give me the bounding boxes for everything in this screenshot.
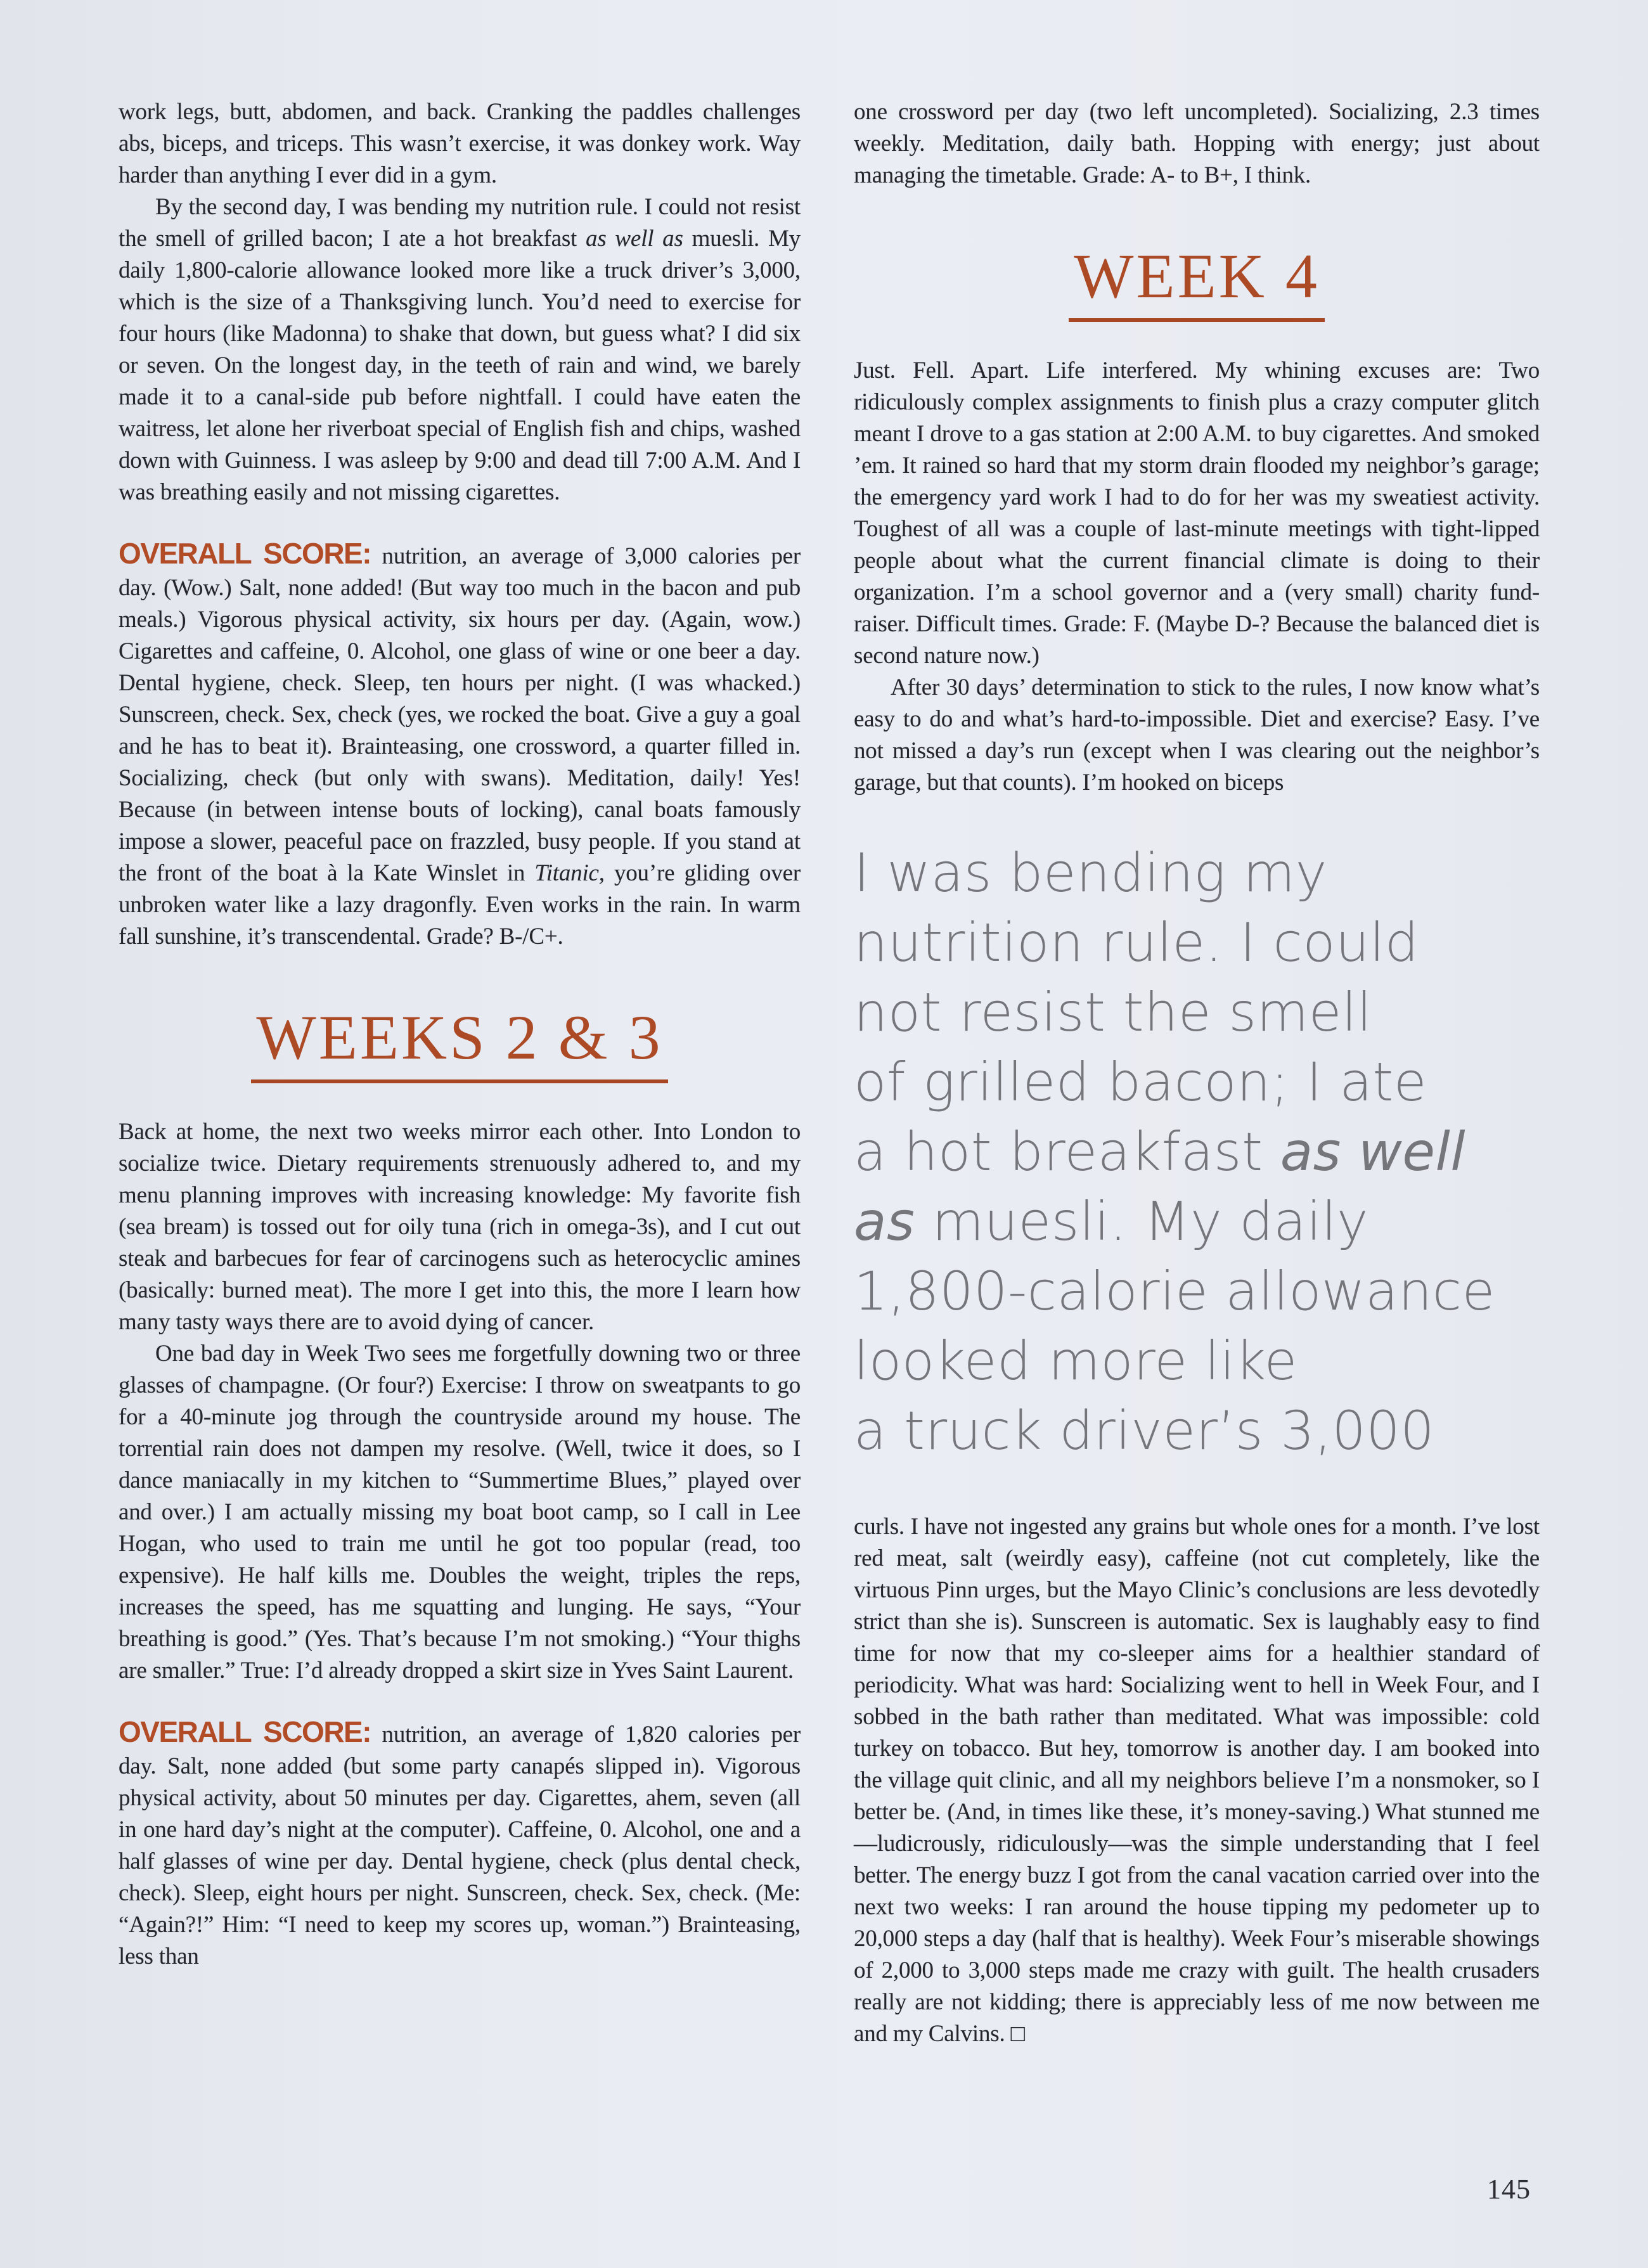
overall-score-label: OVERALL SCORE: <box>119 537 371 570</box>
pull-quote-text: a hot breakfast <box>854 1121 1280 1183</box>
body-paragraph: work legs, butt, abdomen, and back. Cranking the paddles challenges abs, biceps, and triceps. This wasn’t exercise, it was donkey work. Way harder than anything I ever did in a gym. <box>119 99 801 188</box>
body-paragraph: curls. I have not ingested any grains but whole ones for a month. I’ve lost red meat, salt (weirdly easy), caffeine (not cut completely, like the virtuous Pinn urges, but the Mayo Clinic’s conclusions are less devotedly strict than she is). Sunscreen is automatic. Sex is laughably easy to find time for now that my co-sleeper aims for a healthier standard of periodicity. What was hard: Socializing went to hell in Week Four, and I sobbed in the bath rather than meditated. What was impossible: cold turkey on tobacco. But hey, tomorrow is another day. I am booked into the village quit clinic, and all my neighbors believe I’m a nonsmoker, so I better be. (And, in times like these, it’s money-saving.) What stunned me—ludicrously, ridiculously—was the simple understanding that I feel better. The energy buzz I got from the canal vacation carried over into the next two weeks: I ran around the house tipping my pedometer up to 20,000 steps a day (half that is healthy). Week Four’s miserable showings of 2,000 to 3,000 steps made me crazy with guilt. The health crusaders really are not kidding; there is appreciably less of me now between me and my Calvins. □ <box>854 1514 1540 2047</box>
pull-quote-line <box>854 1326 1540 1396</box>
body-paragraph: After 30 days’ determination to stick to the rules, I now know what’s easy to do and what’s hard-to-impossible. Diet and exercise? Easy. I’ve not missed a day’s run (except when I was clearing out the neighbor’s garage, but that counts). I’m hooked on biceps <box>854 674 1540 796</box>
italic-text: as well as <box>586 226 683 252</box>
pull-quote-line <box>854 838 1540 908</box>
page-number: 145 <box>1487 2174 1531 2205</box>
week-4-heading-text: WEEK 4 <box>1069 243 1325 322</box>
pull-quote-italic-text: as <box>854 1190 915 1253</box>
italic-text: Titanic, <box>534 860 605 886</box>
pull-quote-line <box>854 908 1540 977</box>
paragraph-text: muesli. My daily 1,800-calorie allowance looked more like a truck driver’s 3,000, which is the size of a Thanksgiving lunch. You’d need to exercise for four hours (like Madonna) to shake that down, but guess what? I did six or seven. On the longest day, in the teeth of rain and wind, we barely made it to a canal-side pub before nightfall. I could have eaten the waitress, let alone her riverboat special of English fish and chips, washed down with Guinness. I was asleep by 9:00 and dead till 7:00 A.M. And I was breathing easily and not missing cigarettes. <box>119 226 801 505</box>
body-paragraph: Just. Fell. Apart. Life interfered. My whining excuses are: Two ridiculously complex assignments to finish plus a crazy computer glitch meant I drove to a gas station at 2:00 A.M. to buy cigarettes. And smoked ’em. It rained so hard that my storm drain flooded my neighbor’s garage; the emergency yard work I had to do for her was my sweatiest activity. Toughest of all was a couple of last-minute meetings with tight-lipped people about what the current financial climate is doing to their organization. I’m a school governor and a (very small) charity fund-raiser. Difficult times. Grade: F. (Maybe D-? Because the balanced diet is second nature now.) <box>854 358 1540 669</box>
pull-quote-text: I was bending my <box>854 842 1327 904</box>
pull-quote-line <box>854 1396 1540 1466</box>
overall-score-label: OVERALL SCORE: <box>119 1715 371 1748</box>
left-column <box>119 96 801 1973</box>
pull-quote-text: not resist the smell <box>854 981 1372 1043</box>
overall-score-paragraph <box>119 538 801 953</box>
pull-quote-text: a truck driver’s 3,000 <box>854 1400 1435 1462</box>
pull-quote-line <box>854 977 1540 1047</box>
paragraph-text: By the second day, I was bending my nutrition rule. I could not resist the smell of grilled bacon; I ate a hot breakfast <box>119 194 801 252</box>
pull-quote-line <box>854 1047 1540 1117</box>
weeks-2-3-heading-text: WEEKS 2 & 3 <box>251 1005 667 1083</box>
body-paragraph: Back at home, the next two weeks mirror each other. Into London to socialize twice. Dietary requirements strenuously adhered to, and my menu planning improves with increasing knowledge: My favorite fish (sea bream) is tossed out for oily tuna (rich in omega-3s), and I cut out steak and barbecues for fear of carcinogens such as heterocyclic amines (basically: burned meat). The more I get into this, the more I learn how many tasty ways there are to avoid dying of cancer. <box>119 1119 801 1335</box>
pull-quote-text: nutrition rule. I could <box>854 912 1419 974</box>
pull-quote-text: of grilled bacon; I ate <box>854 1051 1427 1113</box>
body-paragraph: One bad day in Week Two sees me forgetfully downing two or three glasses of champagne. (Or four?) Exercise: I throw on sweatpants to go for a 40-minute jog through the countryside around my house. The torrential rain does not dampen my resolve. (Well, twice it does, so I dance maniacally in my kitchen to “Summertime Blues,” played over and over.) I am actually missing my boat boot camp, so I call in Lee Hogan, who used to train me until he got too popular (read, too expensive). He half kills me. Doubles the weight, triples the reps, increases the speed, has me squatting and lunging. He says, “Your breathing is good.” (Yes. That’s because I’m not smoking.) “Your thighs are smaller.” True: I’d already dropped a skirt size in Yves Saint Laurent. <box>119 1341 801 1684</box>
paragraph-text: you’re gliding over unbroken water like a lazy dragonfly. Even works in the rain. In warm fall sunshine, it’s transcendental. Grade? B-/C+. <box>119 860 801 950</box>
paragraph-text: nutrition, an average of 1,820 calories per day. Salt, none added (but some party canapés slipped in). Vigorous physical activity, about 50 minutes per day. Cigarettes, ahem, seven (all in one hard day’s night at the computer). Caffeine, 0. Alcohol, one and a half glasses of wine per day. Dental hygiene, check (plus dental check, check). Sleep, eight hours per night. Sunscreen, check. Sex, check. (Me: “Again?!” Him: “I need to keep my scores up, woman.”) Brainteasing, less than <box>119 1722 801 1969</box>
week-4-heading <box>854 243 1540 322</box>
pull-quote-text: muesli. My daily <box>915 1190 1369 1253</box>
pull-quote-text: 1,800-calorie allowance <box>854 1260 1495 1322</box>
pull-quote-line <box>854 1187 1540 1256</box>
pull-quote-text: looked more like <box>854 1330 1297 1392</box>
body-paragraph: one crossword per day (two left uncompleted). Socializing, 2.3 times weekly. Meditation, daily bath. Hopping with energy; just about managing the timetable. Grade: A- to B+, I think. <box>854 99 1540 188</box>
body-paragraph <box>119 191 801 508</box>
weeks-2-3-heading <box>119 1002 801 1083</box>
right-column <box>854 96 1540 2050</box>
paragraph-text: nutrition, an average of 3,000 calories per day. (Wow.) Salt, none added! (But way too much in the bacon and pub meals.) Vigorous physical activity, six hours per day. (Again, wow.) Cigarettes and caffeine, 0. Alcohol, one glass of wine or one beer a day. Dental hygiene, check. Sleep, ten hours per night. (I was whacked.) Sunscreen, check. Sex, check (yes, we rocked the boat. Give a guy a goal and he has to beat it). Brainteasing, one crossword, a quarter filled in. Socializing, check (but only with swans). Meditation, daily! Yes! Because (in between intense bouts of locking), canal boats famously impose a slower, peaceful pace on frazzled, busy people. If you stand at the front of the boat à la Kate Winslet in <box>119 543 801 886</box>
overall-score-paragraph <box>119 1716 801 1973</box>
pull-quote-line <box>854 1256 1540 1326</box>
pull-quote <box>854 838 1540 1466</box>
pull-quote-line <box>854 1117 1540 1187</box>
pull-quote-italic-text: as well <box>1280 1121 1466 1183</box>
